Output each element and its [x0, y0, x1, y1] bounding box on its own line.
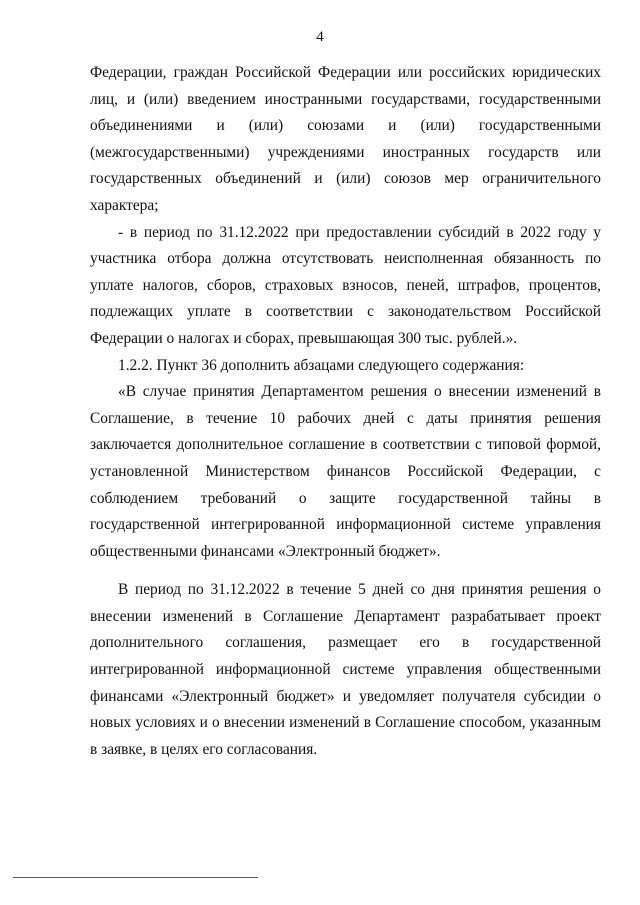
footer-divider [13, 877, 258, 878]
paragraph-agreement-amendment: «В случае принятия Департаментом решения о внесении изменений в Соглашение, в течение 10 рабочих дней с даты принятия решения заключается дополнительное соглашение в соответствии с типовой формой, установленной Министерством финансов Российской Федерации, с соблюдением требований о защите государственной тайны в государственной интегрированной информационной системе управления общественными финансами «Электронный бюджет». [90, 383, 601, 560]
document-body [90, 60, 601, 763]
paragraph-period-procedure: В период по 31.12.2022 в течение 5 дней со дня принятия решения о внесении изменений в Соглашение Департамент разрабатывает проект дополнительного соглашения, размещает его в государственной интегрированной информационной системе управления общественными финансами «Электронный бюджет» и уведомляет получателя субсидии о новых условиях и о внесении изменений в Соглашение способом, указанным в заявке, в целях его согласования. [90, 581, 601, 758]
paragraph-tax-obligation: - в период по 31.12.2022 при предоставлении субсидий в 2022 году у участника отбора должна отсутствовать неисполненная обязанность по уплате налогов, сборов, страховых взносов, пеней, штрафов, процентов, подлежащих уплате в соответствии с законодательством Российской Федерации о налогах и сборах, превышающая 300 тыс. рублей.». [90, 223, 601, 347]
paragraph-clause-1-2-2: 1.2.2. Пункт 36 дополнить абзацами следующего содержания: [118, 356, 525, 374]
page-number: 4 [316, 29, 324, 45]
paragraph-continuation: Федерации, граждан Российской Федерации или российских юридических лиц, и (или) введением иностранными государствами, государственными объединениями и (или) союзами и (или) государственными (межгосударственными) учреждениями иностранных государств или государственных объединений и (или) союзов мер ограничительного характера; [90, 64, 601, 214]
